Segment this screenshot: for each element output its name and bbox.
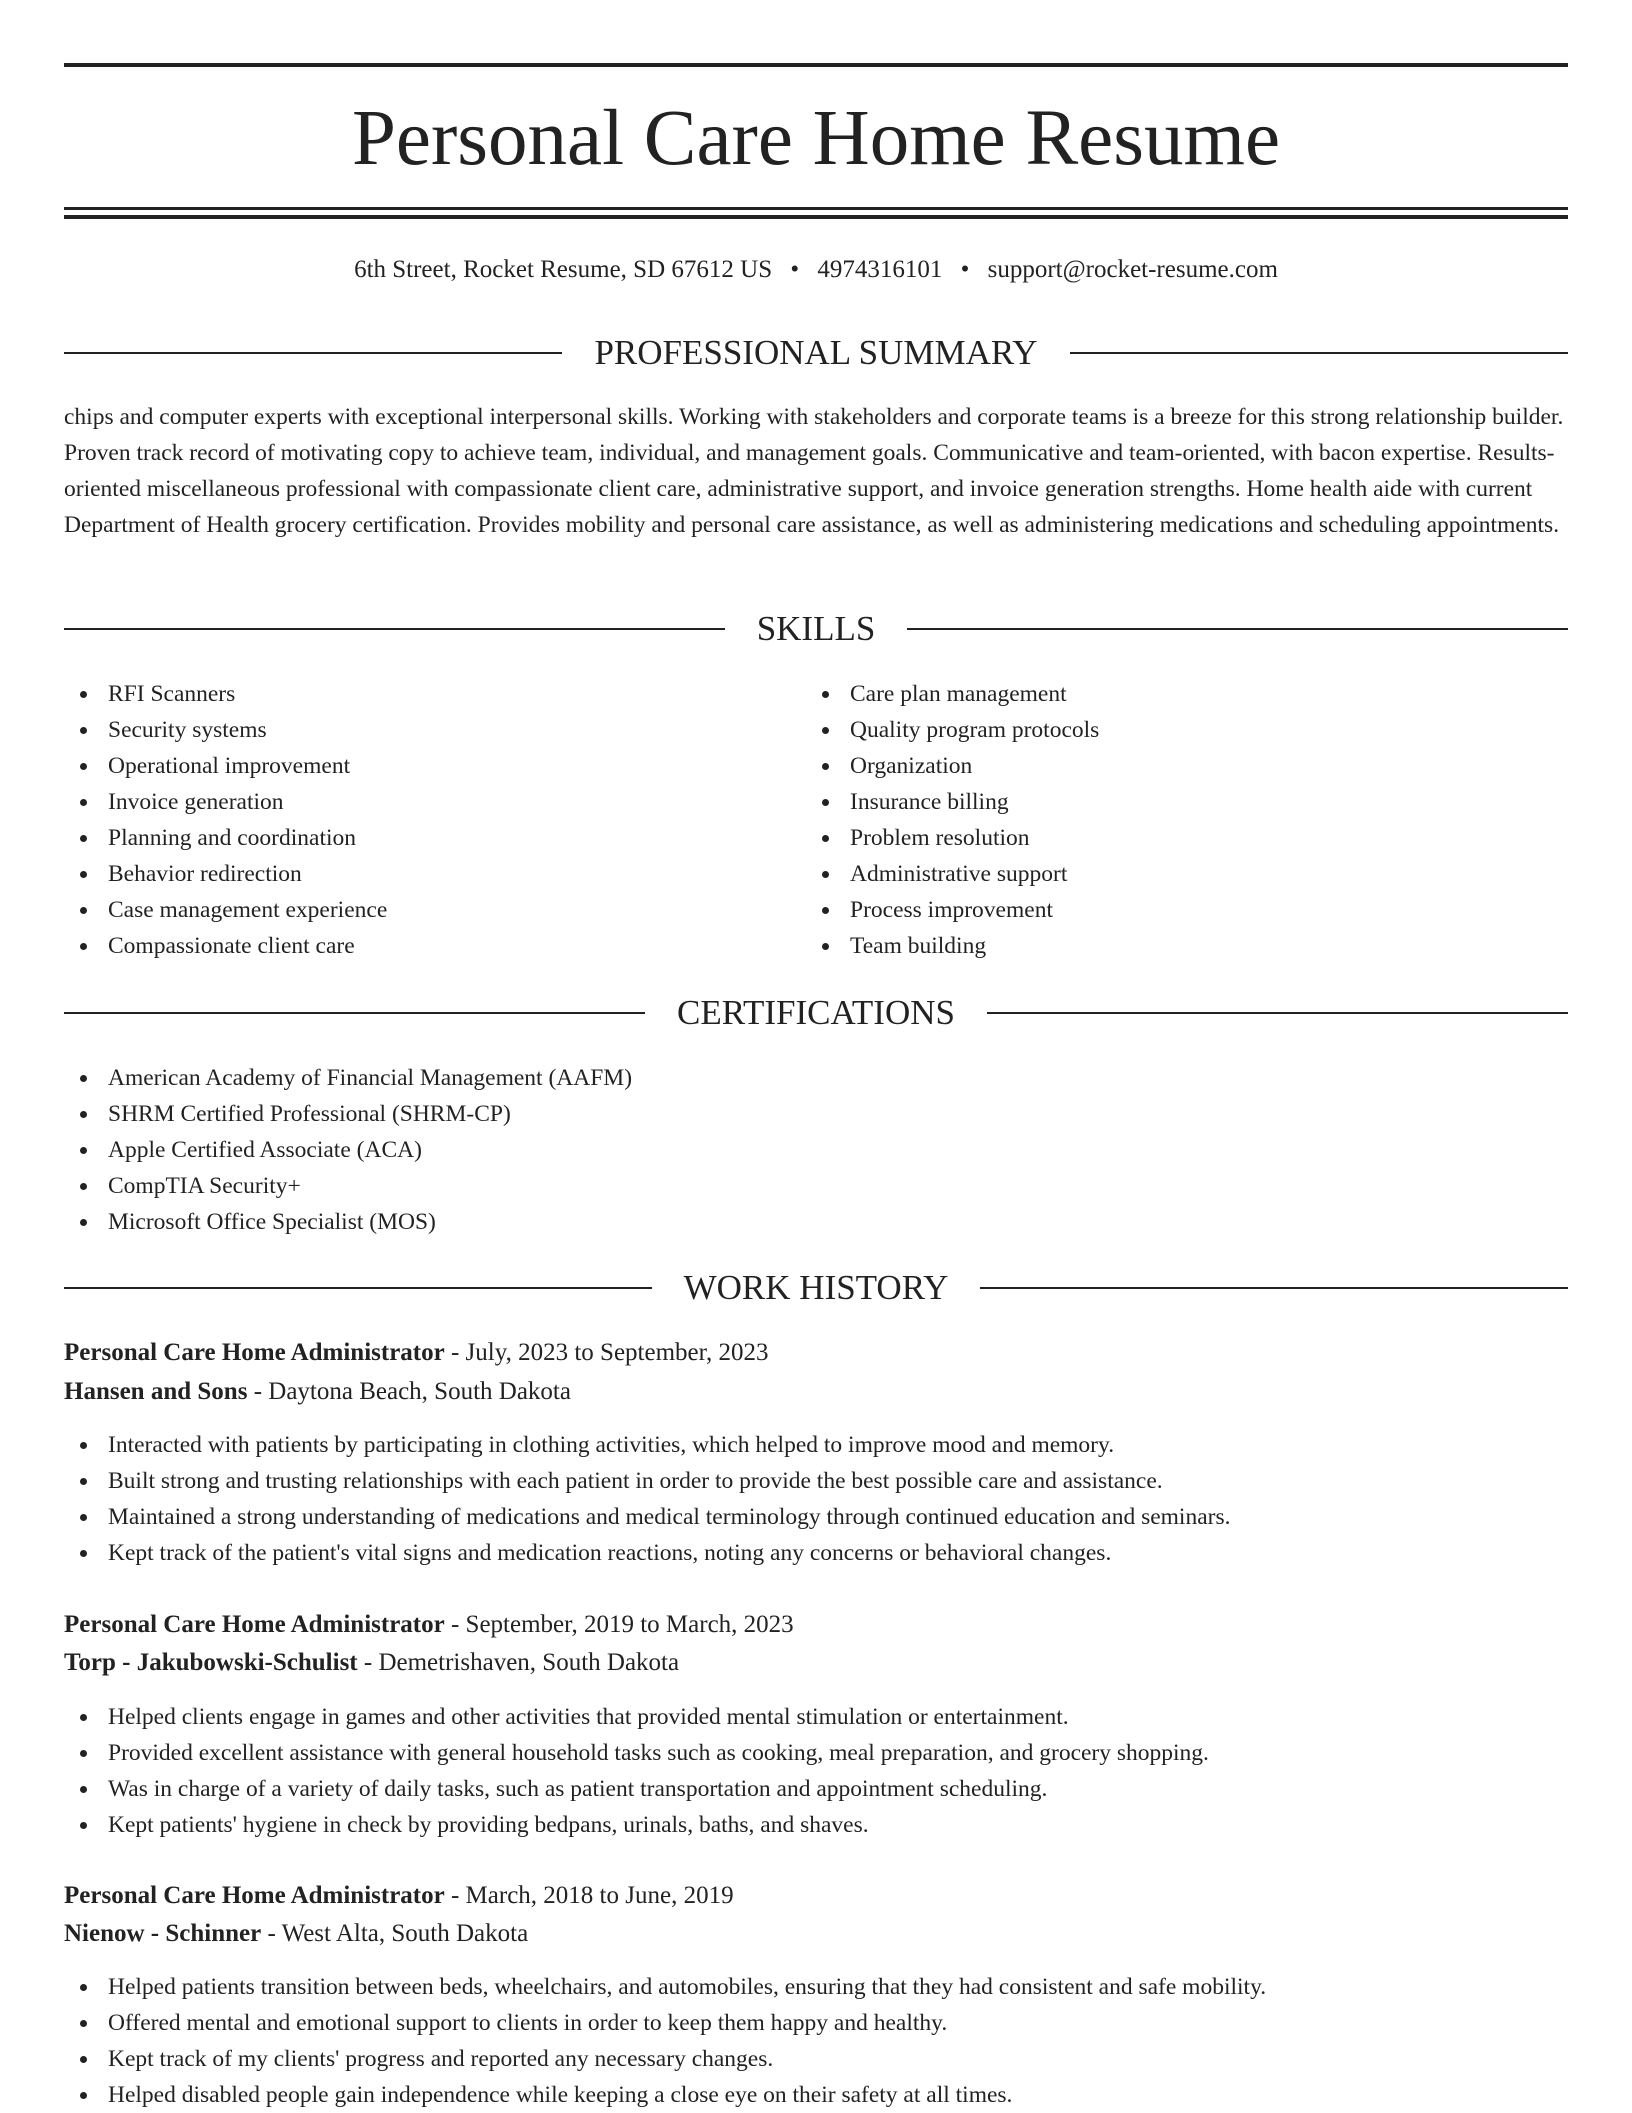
- skill-item: Care plan management: [806, 676, 1546, 712]
- heading-rule: [64, 352, 562, 354]
- skill-item: Process improvement: [806, 892, 1546, 928]
- skill-item: Invoice generation: [64, 784, 804, 820]
- section-title: CERTIFICATIONS: [677, 993, 955, 1032]
- skill-item: Insurance billing: [806, 784, 1546, 820]
- skill-item: Case management experience: [64, 892, 804, 928]
- job-title-line: [64, 1335, 1568, 1371]
- job-location: - Demetrishaven, South Dakota: [357, 1649, 680, 1676]
- section-title: PROFESSIONAL SUMMARY: [594, 333, 1038, 372]
- skill-item: Problem resolution: [806, 820, 1546, 856]
- skill-item: Team building: [806, 928, 1546, 964]
- job-duty-item: Was in charge of a variety of daily tasks, such as patient transportation and appointment scheduling.: [64, 1771, 1568, 1807]
- heading-rule: [64, 1287, 652, 1289]
- job-duty-item: Kept track of the patient's vital signs and medication reactions, noting any concerns or behavioral changes.: [64, 1535, 1568, 1571]
- heading-rule: [907, 628, 1568, 630]
- skill-item: Administrative support: [806, 856, 1546, 892]
- skill-item: Organization: [806, 748, 1546, 784]
- job-duty-item: Kept track of my clients' progress and reported any necessary changes.: [64, 2041, 1568, 2077]
- skills-list-right: [806, 676, 1546, 964]
- job-duty-item: Provided excellent assistance with general household tasks such as cooking, meal preparation, and grocery shopping.: [64, 1735, 1568, 1771]
- certification-item: American Academy of Financial Management (AAFM): [64, 1060, 1568, 1096]
- job-title-line: [64, 1878, 1568, 1914]
- job-duties-list: [64, 1969, 1568, 2113]
- job-duties-list: [64, 1699, 1568, 1843]
- skills-list-left: [64, 676, 804, 964]
- top-rule: [64, 63, 1568, 67]
- contact-line: [64, 254, 1568, 286]
- certification-item: Apple Certified Associate (ACA): [64, 1132, 1568, 1168]
- skill-item: Security systems: [64, 712, 804, 748]
- job-location: - Daytona Beach, South Dakota: [247, 1378, 571, 1405]
- certification-item: Microsoft Office Specialist (MOS): [64, 1204, 1568, 1240]
- job-duty-item: Built strong and trusting relationships with each patient in order to provide the best possible care and assistance.: [64, 1463, 1568, 1499]
- contact-phone: 4974316101: [817, 256, 943, 283]
- job-duty-item: Offered mental and emotional support to clients in order to keep them happy and healthy.: [64, 2005, 1568, 2041]
- job-title: Personal Care Home Administrator: [64, 1611, 445, 1638]
- section-title: WORK HISTORY: [683, 1268, 949, 1307]
- job-duty-item: Interacted with patients by participating in clothing activities, which helped to improve mood and memory.: [64, 1427, 1568, 1463]
- job-dates: - September, 2019 to March, 2023: [444, 1611, 794, 1638]
- heading-rule: [987, 1012, 1568, 1014]
- heading-rule: [980, 1287, 1568, 1289]
- job-duty-item: Kept patients' hygiene in check by providing bedpans, urinals, baths, and shaves.: [64, 1807, 1568, 1843]
- section-heading-work-history: [64, 1268, 1568, 1308]
- job-title: Personal Care Home Administrator: [64, 1882, 445, 1909]
- section-heading-skills: [64, 609, 1568, 649]
- section-heading-certifications: [64, 993, 1568, 1033]
- job-duty-item: Helped clients engage in games and other activities that provided mental stimulation or entertainment.: [64, 1699, 1568, 1735]
- job-duty-item: Helped disabled people gain independence while keeping a close eye on their safety at all times.: [64, 2077, 1568, 2113]
- skill-item: Operational improvement: [64, 748, 804, 784]
- job-company-line: [64, 1645, 1568, 1681]
- job-dates: - July, 2023 to September, 2023: [444, 1339, 769, 1366]
- job-duty-item: Maintained a strong understanding of medications and medical terminology through continued education and seminars.: [64, 1499, 1568, 1535]
- skill-item: Quality program protocols: [806, 712, 1546, 748]
- contact-email: support@rocket-resume.com: [987, 256, 1278, 283]
- skill-item: Behavior redirection: [64, 856, 804, 892]
- certification-item: SHRM Certified Professional (SHRM-CP): [64, 1096, 1568, 1132]
- title-rule-lower: [64, 215, 1568, 219]
- contact-address: 6th Street, Rocket Resume, SD 67612 US: [354, 256, 773, 283]
- section-heading-summary: [64, 333, 1568, 373]
- skill-item: Compassionate client care: [64, 928, 804, 964]
- job-title-line: [64, 1607, 1568, 1643]
- job-company: Hansen and Sons: [64, 1378, 248, 1405]
- job-company-line: [64, 1916, 1568, 1952]
- job-company: Torp - Jakubowski-Schulist: [64, 1649, 358, 1676]
- heading-rule: [64, 628, 725, 630]
- heading-rule: [64, 1012, 645, 1014]
- section-title: SKILLS: [756, 609, 876, 648]
- certification-item: CompTIA Security+: [64, 1168, 1568, 1204]
- contact-separator: •: [790, 256, 800, 283]
- skill-item: RFI Scanners: [64, 676, 804, 712]
- title-rule-upper: [64, 207, 1568, 210]
- job-duties-list: [64, 1427, 1568, 1571]
- resume-title: Personal Care Home Resume: [351, 95, 1281, 182]
- job-duty-item: Helped patients transition between beds, wheelchairs, and automobiles, ensuring that they had consistent and safe mobility.: [64, 1969, 1568, 2005]
- job-location: - West Alta, South Dakota: [261, 1920, 529, 1947]
- skill-item: Planning and coordination: [64, 820, 804, 856]
- job-title: Personal Care Home Administrator: [64, 1339, 445, 1366]
- heading-rule: [1070, 352, 1568, 354]
- certifications-list: [64, 1060, 1568, 1240]
- job-dates: - March, 2018 to June, 2019: [444, 1882, 734, 1909]
- contact-separator: •: [960, 256, 970, 283]
- summary-text: chips and computer experts with exceptional interpersonal skills. Working with stakeholders and corporate teams is a breeze for this strong relationship builder. Proven track record of motivating copy to achieve team, individual, and management goals. Communicative and team-oriented, with bacon expertise. Results-oriented miscellaneous professional with compassionate client care, administrative support, and invoice generation strengths. Home health aide with current Department of Health grocery certification. Provides mobility and personal care assistance, as well as administering medications and scheduling appointments.: [64, 404, 1564, 538]
- job-company: Nienow - Schinner: [64, 1920, 262, 1947]
- job-company-line: [64, 1374, 1568, 1410]
